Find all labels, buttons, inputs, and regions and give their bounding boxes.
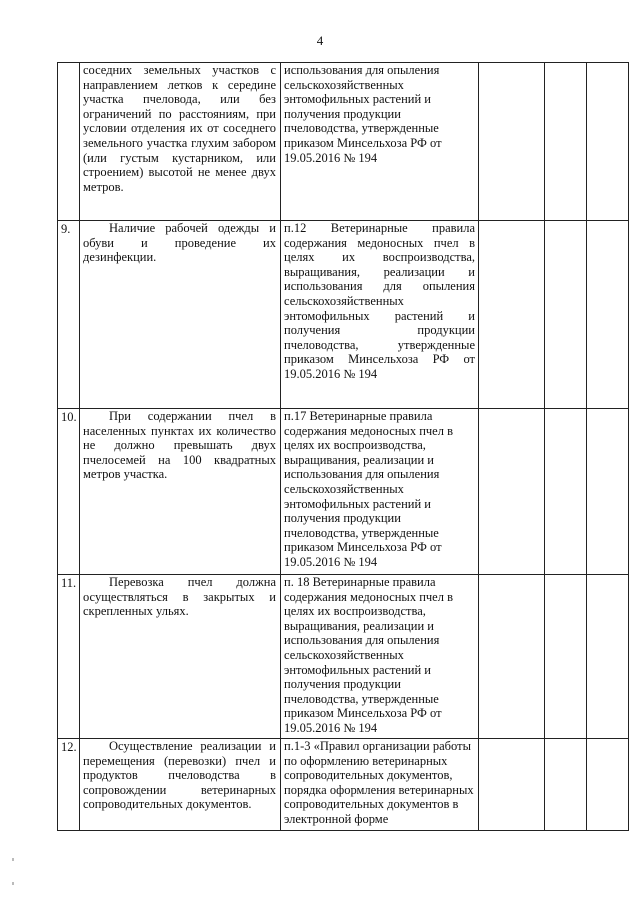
- row-number: [58, 63, 80, 221]
- requirement-cell: [80, 739, 281, 831]
- empty-cell: [479, 409, 545, 575]
- empty-cell: [545, 739, 587, 831]
- empty-cell: [587, 63, 629, 221]
- reference-cell: [281, 575, 479, 739]
- reference-text: использования для опыления сельскохозяйственных энтомофильных растений и получения продукции пчеловодства, утвержденные приказом Минсельхоза РФ от 19.05.2016 № 194: [284, 63, 442, 165]
- requirement-cell: [80, 575, 281, 739]
- requirement-cell: [80, 221, 281, 409]
- empty-cell: [587, 575, 629, 739]
- table-row: [58, 221, 629, 409]
- reference-text: п.1-3 «Правил организации работы по оформлению ветеринарных сопроводительных документов, порядка оформления ветеринарных сопроводительных документов в электронной форме: [284, 739, 474, 826]
- row-number: 12.: [58, 739, 80, 831]
- reference-cell: [281, 221, 479, 409]
- scan-speck: [12, 882, 14, 885]
- row-number: 11.: [58, 575, 80, 739]
- reference-text: п.17 Ветеринарные правила содержания медоносных пчел в целях их воспроизводства, выращивания, реализации и использования для опыления сельскохозяйственных энтомофильных растений и получения продукции пчеловодства, утвержденные приказом Минсельхоза РФ от 19.05.2016 № 194: [284, 409, 453, 569]
- empty-cell: [479, 575, 545, 739]
- reference-text: п.12 Ветеринарные правила содержания медоносных пчел в целях их воспроизводства, выращивания, реализации и использования для опыления сельскохозяйственных энтомофильных растений и получения продукции пчеловодства, утвержденные приказом Минсельхоза РФ от 19.05.2016 № 194: [284, 221, 475, 381]
- table-row: [58, 739, 629, 831]
- requirement-cell: [80, 409, 281, 575]
- row-number: 9.: [58, 221, 80, 409]
- empty-cell: [479, 63, 545, 221]
- requirement-text: При содержании пчел в населенных пунктах их количество не должно превышать двух пчелосемей на 100 квадратных метров участка.: [83, 409, 276, 482]
- empty-cell: [545, 63, 587, 221]
- requirement-text: Наличие рабочей одежды и обуви и проведение их дезинфекции.: [83, 221, 276, 265]
- table-row: [58, 575, 629, 739]
- empty-cell: [545, 221, 587, 409]
- row-number: 10.: [58, 409, 80, 575]
- empty-cell: [545, 409, 587, 575]
- reference-cell: [281, 409, 479, 575]
- reference-text: п. 18 Ветеринарные правила содержания медоносных пчел в целях их воспроизводства, выращивания, реализации и использования для опыления сельскохозяйственных энтомофильных растений и получения продукции пчеловодства, утвержденные приказом Минсельхоза РФ от 19.05.2016 № 194: [284, 575, 453, 735]
- reference-cell: [281, 739, 479, 831]
- scan-speck: [12, 858, 14, 861]
- requirement-text: соседних земельных участков с направлением летков к середине участка пчеловода, или без ограничений по расстояниям, при условии отделения их от соседнего земельного участка глухим забором (или густым кустарником, или строением) высотой не менее двух метров.: [83, 63, 276, 194]
- empty-cell: [587, 409, 629, 575]
- empty-cell: [479, 221, 545, 409]
- requirement-text: Перевозка пчел должна осуществляться в закрытых и скрепленных ульях.: [83, 575, 276, 619]
- empty-cell: [545, 575, 587, 739]
- page-number: 4: [316, 33, 324, 48]
- checklist-table: [57, 62, 629, 831]
- table-row: [58, 63, 629, 221]
- empty-cell: [587, 221, 629, 409]
- reference-cell: [281, 63, 479, 221]
- empty-cell: [479, 739, 545, 831]
- requirement-text: Осуществление реализации и перемещения (перевозки) пчел и продуктов пчеловодства в сопровождении ветеринарных сопроводительных документов.: [83, 739, 276, 812]
- requirement-cell: [80, 63, 281, 221]
- empty-cell: [587, 739, 629, 831]
- table-row: [58, 409, 629, 575]
